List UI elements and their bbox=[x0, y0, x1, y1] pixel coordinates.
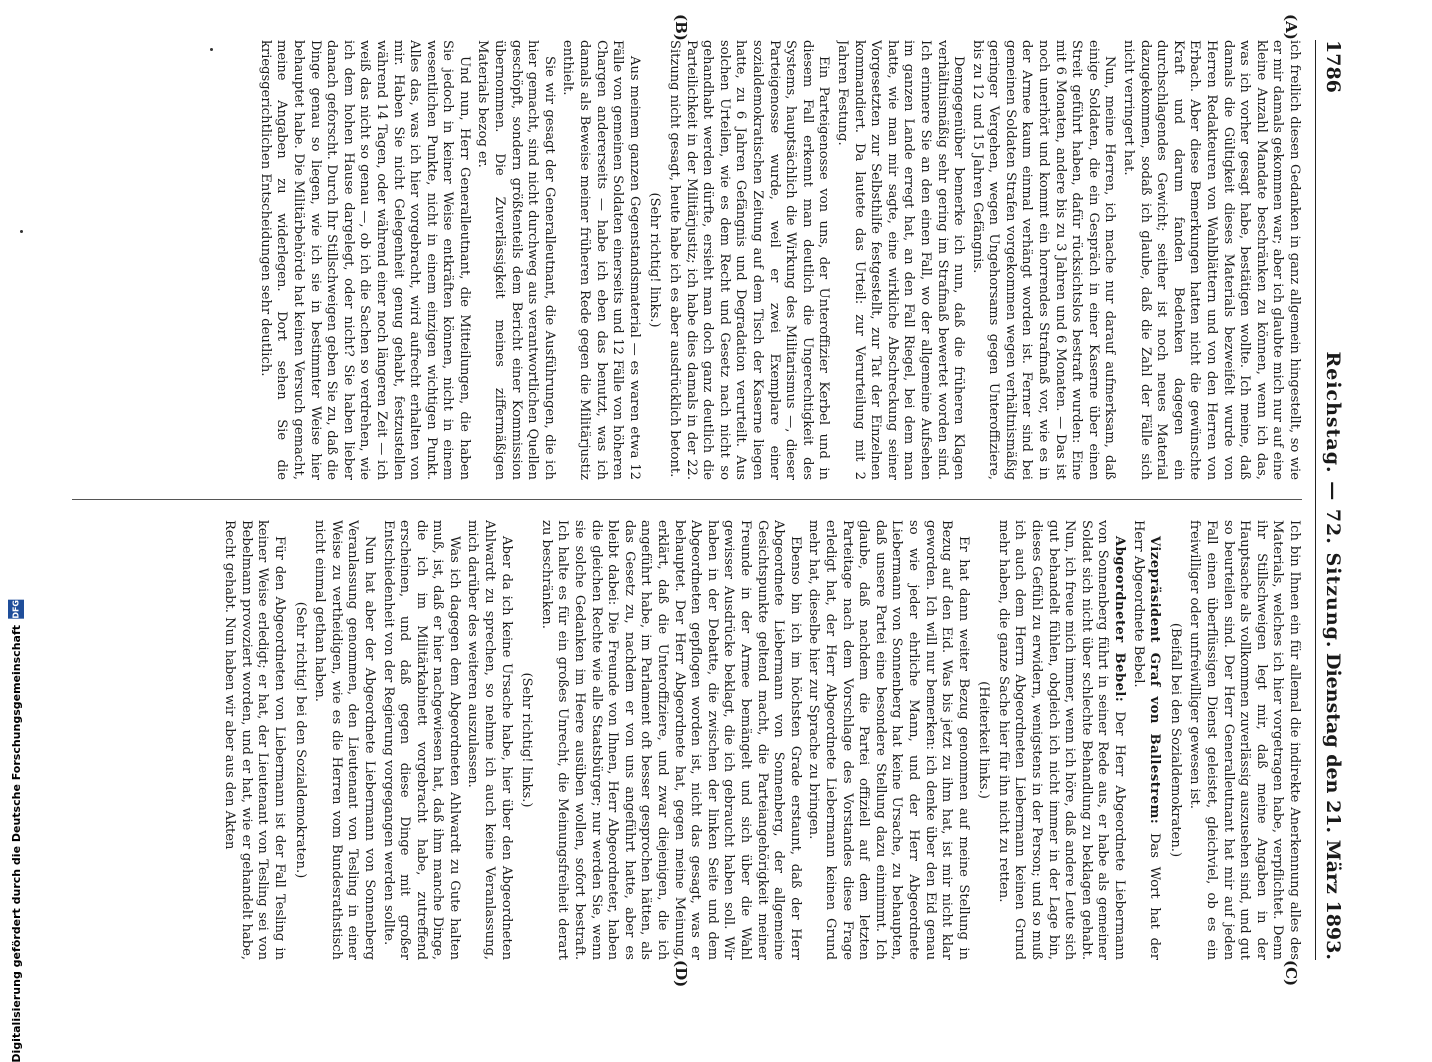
margin-marker-d: (D) bbox=[672, 960, 690, 988]
digitization-credit: Digitalisierung gefördert durch die Deutsche Forschungsgemeinschaft bbox=[9, 624, 23, 1062]
paragraph: ich freilich diesen Gedanken in ganz allgemein hingestellt, so wie er mir damals gekommen war; aber ich glaubte mich nur auf eine kleine Anzahl Mandate beschränken zu können, wenn ich das, was ich vorher gesagt habe, bestätigen wollte. Ich meine, daß damals die Gültigkeit dieses Materials bezweifelt wurde von Herren Redakteuren von Wahlblättern und von den Herren von Erbach. Aber diese Bemerkungen hatten nicht die gewünschte Kraft und darum fanden Bedenken dagegen ein durchschlagendes Gewicht; seither ist noch neues Material dazugekommen, sodaß ich glaube, daß die Zahl der Fälle sich nicht verringert hat. bbox=[1121, 40, 1302, 480]
reaction-note: (Heiterkeit links.) bbox=[976, 681, 992, 799]
paragraph: Was ich dagegen dem Abgeordneten Ahlwardt zu Gute halten muß, ist, daß er hier nachgewiesen hat, daß ihm manche Dinge, die ich im Militärkabinett vorgebracht habe, zutreffend erscheinen, und daß gegen diese Dinge mit großer Entschiedenheit von der Regierung vorgegangen werden sollte. bbox=[380, 520, 462, 960]
digitization-credit-strip bbox=[8, 600, 24, 1062]
paragraph: Er hat dann weiter Bezug genommen auf meine Stellung in Bezug auf den Eid. Was bis jetzt zu ihm hat, ist mir nicht klar geworden. Ich will nur bemerken: ich denke über den Eid genau so wie jeder ehrliche Mann, und der Herr Abgeordnete Liebermann von Sonnenberg hat keine Ursache, zu behaupten, daß unsere Partei eine besondere Stellung dazu einnimmt. Ich glaube, daß nachdem die Partei offiziell auf dem letzten Parteitage nach dem Vorschlage des Vorstandes diese Frage erledigt hat, der Herr Abgeordnete Liebermann keinen Grund mehr hat, dieselbe hier zur Sprache zu bringen. bbox=[806, 520, 971, 960]
paragraph: Ich bin Ihnen ein für allemal die indirekte Anerkennung alles des Materials, welches ich hier vorgetragen habe, verpflichtet. Denn ihr Stillschweigen legt mir, daß meine Angaben in der Hauptsache als vollkommen zuverlässig auszusehen sind, und gut so beurteilen sind. Der Herr Generalleutnant hat mir auf jeden Fall einen überflüssigen Dienst geleistet, gleichviel, ob es ein freiwilliger oder unfreiwilliger gewesen ist. bbox=[1187, 520, 1302, 960]
speaker-name: Abgeordneter Bebel: bbox=[1112, 536, 1128, 703]
paragraph: Aber da ich keine Ursache habe, hier über den Abgeordneten Ahlwardt zu sprechen, so nehme ich auch keine Veranlassung, mich darüber des weiteren auszulassen. bbox=[465, 520, 514, 960]
paragraph: Für den Abgeordneten von Liebermann ist der Fall Tesling in keiner Weise erledigt; er hat, der Lieutenant von Tesling sei von Bebelmann provoziert worden, und er hat, wie er gehandelt habe, Recht gehabt. Nun haben wir aber aus den Akten bbox=[222, 520, 287, 960]
text-column-right bbox=[32, 520, 1302, 960]
margin-marker-b: (B) bbox=[672, 14, 690, 41]
reaction-note: (Sehr richtig! links.) bbox=[647, 192, 663, 328]
session-date: Dienstag den 21. März 1893. bbox=[1322, 652, 1344, 960]
scan-speck bbox=[20, 230, 23, 233]
paragraph: Nun hat aber der Abgeordnete Liebermann von Sonnenberg Veranlassung genommen, den Lieutenant von Tesling in einer Weise zu vertheidigen, wie es die Herren vom Bundesrathstisch nicht einmal gethan haben. bbox=[312, 520, 377, 960]
speaker-name: Vizepräsident Graf von Ballestrem: bbox=[1147, 536, 1163, 825]
paragraph: Und nun, Herr Generalleutnant, die Mitteilungen, die haben Sie jedoch in keiner Weise entkräften können, nicht in einem wesentlichen Punkte, nicht in einem einzigen wichtigen Punkt. Alles das, was ich hier vorgebracht, wird aufrecht erhalten von mir. Haben Sie nicht Gelegenheit genug gehabt, festzustellen während 14 Tagen, oder während einer noch längeren Zeit — ich weiß das nicht so genau —, ob ich die Sachen so verdrehen, wie ich dem hohen Hause dargelegt, oder nicht? Sie haben lieber danach geforscht. Durch Ihr Stillschweigen geben Sie zu, daß die Dinge genau so liegen, wie ich sie in bestimmter Weise hier behauptet habe. Die Militärbehörde hat keinen Versuch gemacht, meine Angaben zu widerlegen. Dort sehen Sie die kriegsgerichtlichen Entscheidungen sehr deutlich. bbox=[257, 40, 472, 480]
text-column-left bbox=[32, 40, 1302, 480]
margin-marker-c: (C) bbox=[1282, 960, 1300, 987]
speech-text: Das Wort hat der Herr Abgeordnete Bebel. bbox=[1130, 520, 1163, 960]
running-title: Reichstag. — 72. Sitzung. bbox=[1322, 351, 1344, 649]
margin-marker-a: (A) bbox=[1282, 14, 1300, 40]
scan-speck bbox=[210, 48, 213, 51]
paragraph: Ebenso bin ich im höchsten Grade erstaunt, daß der Herr Abgeordnete Liebermann von Sonnenberg, der allgemeine Gesichtspunkte geltend macht, die Parteiangehörigkeit meiner Freunde in der Armee bemängelt und sich über die Wahl gewisser Ausdrücke beklagt, die ich gebraucht haben soll. Wir haben in der Debatte, die zwischen der linken Seite und dem Abgeordneten gepflogen worden ist, nicht das gesagt, was er behauptet. Der Herr Abgeordnete hat, gegen meine Meinung, erklärt, daß die Unteroffiziere, und zwar diejenigen, die ich angeführt habe, im Parlament oft besser gesprochen hätten, als das Gesetz zu, nachdem er von uns angeführt hatte, aber es bleibt dabei: Die Freunde von Ihnen, Herr Abgeordneter, haben die gleichen Rechte wie alle Staatsbürger; nur werden Sie, wenn sie solche Gedanken im Heere ausüben wollen, sofort bestraft. Ich halte es für ein großes Unrecht, die Meinungsfreiheit derart zu beschränken. bbox=[538, 520, 803, 960]
paragraph: Aus meinem ganzen Gegenstandsmaterial — es waren etwa 12 Fälle von gemeinen Soldaten einerseits und 12 Fälle von höheren Chargen andererseits — habe ich eben das benutzt, was ich damals als Beweise meiner früheren Rede gegen die Militärjustiz enthielt. bbox=[560, 40, 642, 480]
page-number: 1786 bbox=[1322, 40, 1344, 93]
dfg-logo-icon: DFG bbox=[8, 600, 24, 619]
speech-text: Der Herr Abgeordnete Liebermann von Sonnenberg führt in seiner Rede aus, er habe als gemeiner Soldat sich nicht über schlechte Behandlung zu beklagen gehabt. Nun, ich freue mich immer, wenn ich höre, daß andere Leute sich gut behandelt fühlen, obgleich ich nicht immer in der Lage bin, dieses Gefühl zu erwidern, wenigstens in der Person; und so muß ich auch dem Herrn Abgeordneten Liebermann keinen Grund mehr haben, die ganze Sache hier für ihn nicht zu retten. bbox=[995, 520, 1128, 960]
reaction-note: (Sehr richtig! links.) bbox=[519, 672, 535, 808]
paragraph: Demgegenüber bemerke ich nun, daß die früheren Klagen verhältnismäßig sehr gering im Strafmaß bewertet worden sind. Ich erinnere Sie an den einen Fall, wo der allgemeine Aufsehen im ganzen Lande erregt hat, an den Fall Riegel, bei dem man hatte, wie man mir sagte, eine wirkliche Abschreckung seiner Vorgesetzten zur Selbsthilfe festgestellt, zur Tat der Einzelnen kommandiert. Da lautete das Urteil: zur Verurteilung mit 2 Jahren Festung. bbox=[834, 40, 967, 480]
column-divider bbox=[72, 499, 1302, 500]
paragraph bbox=[1129, 520, 1162, 960]
reaction-note: (Sehr richtig! bei den Sozialdemokraten.) bbox=[292, 601, 308, 879]
reaction-note: (Beifall bei den Sozialdemokraten.) bbox=[1167, 622, 1183, 858]
paragraph: Ein Parteigenosse von uns, der Unteroffizier Kerbel und in diesem Fall erkennt man deutlich die Ungerechtigkeit des Systems, hauptsächlich die Wirkung des Militarismus —, dieser Parteigenosse wurde, weil er zwei Exemplare einer sozialdemokratischen Zeitung auf dem Tisch der Kaserne liegen hatte, zu 6 Jahren Gefängnis und Degradation verurteilt. Aus solchen Urteilen, wie es dem Recht und Gesetz nach nicht so gehandhabt werden dürfte, ersieht man doch ganz deutlich die Parteilichkeit in der Militärjustiz; ich habe dies damals in der 22. Sitzung nicht gesagt, heute habe ich es aber ausdrücklich betont. bbox=[667, 40, 832, 480]
paragraph bbox=[994, 520, 1127, 960]
paragraph: Sie wir gesagt der Generalleutnant, die Ausführungen, die ich hier gemacht, sind nicht durchweg aus verantwortlichen Quellen geschöpft, sondern größtenteils dem Bericht einer Kommission übernommen. Die Zuverlässigkeit meines ziffermäßigen Materials bezog er. bbox=[475, 40, 557, 480]
page-header bbox=[1315, 40, 1346, 960]
paragraph: Nun, meine Herren, ich mache nur darauf aufmerksam, daß einige Soldaten, die ein Gespräch in einer Kaserne über einen Streit geführt haben, dafür rücksichtslos bestraft wurden: Eine mit 6 Monaten, andere bis zu 3 Jahren und 6 Monaten. — Das ist noch unerhört und kommt ein horrendes Strafmaß vor, wie es in der Armee kaum einmal verhängt worden ist. Ferner sind bei gemeinen Soldaten Strafen vorgekommen wegen verhältnismäßig geringer Vergehen, wegen Ungehorsams gegen Unteroffiziere, bis zu 12 und 15 Jahren Gefängnis. bbox=[969, 40, 1118, 480]
